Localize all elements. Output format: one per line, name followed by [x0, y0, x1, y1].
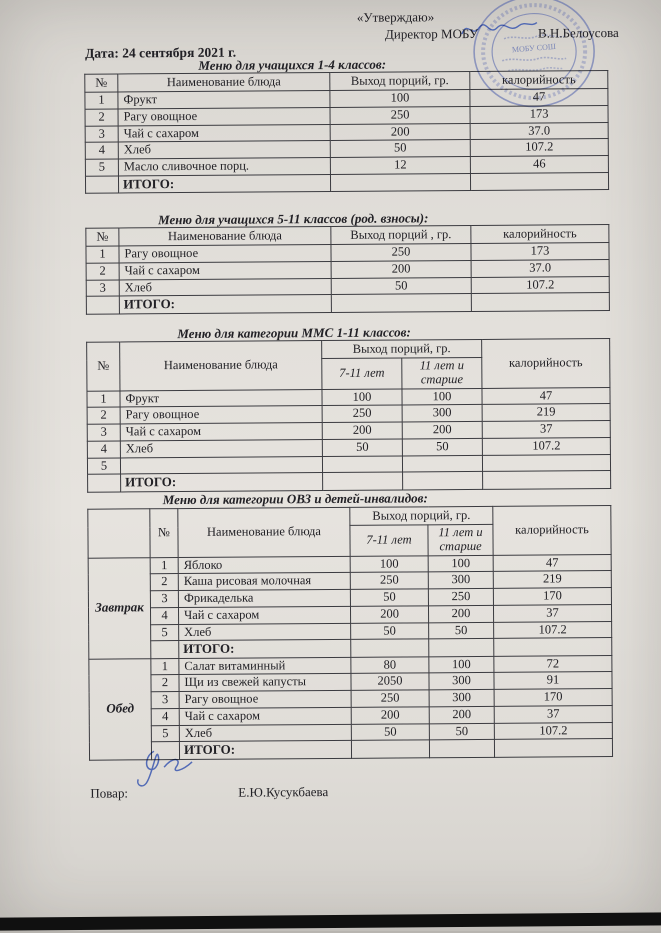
cell-num: 1 — [150, 557, 178, 574]
cell-empty — [470, 172, 608, 190]
cell-dish: Хлеб — [179, 724, 351, 742]
menu-table-mms — [86, 338, 611, 492]
cell-portion: 50 — [331, 277, 471, 295]
cell-portion-1: 250 — [322, 405, 402, 422]
cell-empty — [86, 296, 119, 314]
cell-num: 1 — [151, 658, 179, 675]
cell-portion-2: 300 — [402, 405, 482, 422]
cell-cal: 47 — [482, 387, 610, 405]
col-header-dish: Наименование блюда — [120, 341, 322, 391]
cell-dish: Щи из свежей капусты — [179, 674, 351, 692]
cell-num: 3 — [87, 424, 120, 441]
cell-num: 4 — [151, 708, 179, 725]
cell-num: 4 — [87, 441, 120, 458]
col-header-cal: калорийность — [471, 225, 609, 244]
cell-empty — [351, 639, 429, 657]
cell-empty — [331, 294, 471, 312]
cell-portion-2: 200 — [402, 421, 482, 438]
cell-total-label: ИТОГО: — [118, 174, 330, 193]
cook-name: Е.Ю.Кусукбаева — [238, 784, 329, 800]
cell-cal: 47 — [493, 554, 611, 572]
col-header-cal: калорийность — [470, 71, 608, 90]
cell-num: 2 — [86, 263, 119, 280]
cell-cal — [482, 454, 610, 472]
cell-num: 5 — [151, 725, 179, 742]
cell-portion: 250 — [330, 106, 470, 124]
cell-cal: 107.2 — [494, 722, 612, 740]
menu-title-mms: Меню для категории ММС 1-11 классов: — [177, 324, 411, 342]
col-header-dish: Наименование блюда — [118, 72, 330, 91]
cell-portion-1: 200 — [351, 707, 429, 724]
stamp-center-text: МОБУ СОШ — [511, 41, 557, 55]
col-header-age1: 7-11 лет — [350, 525, 428, 556]
cell-cal: 37.0 — [470, 122, 608, 140]
cell-dish: Рагу овощное — [120, 406, 322, 424]
menu-title-grades-5-11: Меню для учащихся 5-11 классов (род. взносы): — [158, 210, 429, 228]
cell-portion-1: 200 — [350, 606, 428, 623]
cell-dish: Фрукт — [120, 389, 322, 407]
cell-portion-1: 80 — [351, 656, 429, 673]
cell-dish — [120, 456, 322, 474]
approve-label: «Утверждаю» — [356, 9, 435, 25]
cell-portion-2: 300 — [429, 689, 494, 706]
cell-cal: 37.0 — [471, 259, 609, 277]
cell-portion-2: 100 — [402, 388, 482, 405]
cell-dish: Рагу овощное — [119, 244, 331, 262]
col-header-num: № — [150, 509, 178, 558]
cell-empty — [429, 639, 494, 657]
cell-portion-1: 2050 — [351, 673, 429, 690]
stamp-text-line — [502, 57, 566, 60]
cell-cal: 173 — [470, 105, 608, 123]
cell-cal: 72 — [494, 655, 612, 673]
cell-empty — [494, 638, 612, 656]
cell-empty — [403, 472, 483, 490]
col-header-portion: Выход порций, гр. — [330, 72, 470, 91]
cell-portion-1: 250 — [350, 572, 428, 589]
cell-dish: Хлеб — [179, 623, 351, 641]
cell-cal: 107.2 — [482, 437, 610, 455]
cell-portion-2 — [402, 455, 482, 472]
cell-dish: Рагу овощное — [179, 690, 351, 708]
cell-num: 3 — [86, 279, 119, 296]
col-header-portion: Выход порций, гр. — [322, 339, 482, 358]
cell-empty — [471, 293, 609, 311]
cell-empty — [151, 641, 179, 658]
cell-portion-1: 250 — [351, 690, 429, 707]
menu-table-ovz — [87, 505, 613, 760]
stamp-text-line — [508, 68, 562, 71]
cell-portion: 12 — [330, 157, 470, 175]
col-header-cal: калорийность — [482, 339, 610, 388]
col-header-dish: Наименование блюда — [119, 226, 331, 245]
cell-empty — [351, 740, 429, 758]
cell-cal: 37 — [494, 705, 612, 723]
cell-portion-2: 100 — [428, 555, 493, 572]
cell-dish: Чай с сахаром — [120, 423, 322, 441]
cell-num: 5 — [151, 624, 179, 641]
cell-portion: 100 — [330, 90, 470, 108]
cell-portion-2: 300 — [429, 673, 494, 690]
cell-num: 1 — [85, 92, 118, 109]
meal-group-breakfast: Завтрак — [88, 557, 151, 658]
menu-title-grades-1-4: Меню для учащихся 1-4 классов: — [198, 56, 387, 73]
cell-num: 5 — [87, 457, 120, 474]
cell-num: 2 — [151, 675, 179, 692]
stamp-text-line — [504, 35, 564, 39]
col-header-age2: 11 лет и старше — [402, 357, 482, 388]
cell-cal: 107.2 — [470, 139, 608, 157]
official-stamp — [452, 0, 618, 120]
cell-total-label: ИТОГО: — [179, 741, 351, 759]
cell-num: 3 — [85, 125, 118, 142]
cell-portion-1: 50 — [351, 723, 429, 740]
cell-portion-1: 100 — [350, 555, 428, 572]
cell-dish: Яблоко — [178, 556, 350, 574]
cell-portion-2: 50 — [402, 438, 482, 455]
cell-empty — [88, 474, 121, 492]
cell-num: 1 — [86, 246, 119, 263]
cell-dish: Хлеб — [120, 439, 322, 457]
cell-portion: 50 — [330, 140, 470, 158]
cell-num: 3 — [150, 591, 178, 608]
cell-cal: 170 — [494, 689, 612, 707]
cell-portion-2: 200 — [429, 706, 494, 723]
cell-cal: 37 — [482, 421, 610, 439]
cell-num: 5 — [85, 159, 118, 176]
cell-empty — [323, 472, 403, 490]
menu-table-grades-5-11 — [85, 224, 610, 314]
cell-portion-1: 50 — [351, 622, 429, 639]
col-header-dish: Наименование блюда — [178, 507, 350, 557]
cell-dish: Фрукт — [118, 90, 330, 108]
cell-portion-2: 50 — [429, 723, 494, 740]
col-header-portion: Выход порций , гр. — [331, 226, 471, 245]
cell-portion: 200 — [330, 123, 470, 141]
cell-dish: Чай с сахаром — [118, 124, 330, 142]
cell-dish: Каша рисовая молочная — [178, 573, 350, 591]
total-row — [88, 471, 611, 492]
cell-empty — [494, 739, 612, 757]
meal-group-lunch: Обед — [89, 658, 152, 759]
total-row — [85, 172, 608, 193]
cell-dish: Чай с сахаром — [179, 707, 351, 725]
cell-portion-1: 50 — [350, 589, 428, 606]
cell-dish: Хлеб — [118, 141, 330, 159]
cook-signature — [124, 745, 224, 788]
table-header-row — [87, 339, 610, 361]
cell-portion-1: 50 — [322, 439, 402, 456]
cell-num: 2 — [150, 574, 178, 591]
cell-total-label: ИТОГО: — [121, 473, 323, 492]
col-header-age2: 11 лет и старше — [428, 524, 493, 555]
col-header-num: № — [85, 74, 118, 92]
cell-cal: 91 — [494, 672, 612, 690]
cook-label: Повар: — [90, 785, 129, 801]
menu-title-ovz: Меню для категории ОВЗ и детей-инвалидов: — [162, 490, 428, 508]
cell-cal: 219 — [482, 404, 610, 422]
cell-num: 2 — [87, 407, 120, 424]
cell-num: 4 — [150, 607, 178, 624]
cell-cal: 219 — [493, 571, 611, 589]
cell-portion: 200 — [331, 260, 471, 278]
director-name: В.Н.Белоусова — [537, 24, 619, 41]
col-header-num: № — [86, 228, 119, 246]
cell-dish: Чай с сахаром — [119, 261, 331, 279]
cell-empty — [429, 740, 494, 758]
cell-portion-2: 100 — [429, 656, 494, 673]
cell-dish: Фрикаделька — [178, 589, 350, 607]
cell-num: 3 — [151, 692, 179, 709]
cell-portion-2: 300 — [428, 572, 493, 589]
cell-total-label: ИТОГО: — [179, 640, 351, 658]
cell-dish: Масло сливочное порц. — [118, 157, 330, 175]
cell-portion-2: 50 — [429, 622, 494, 639]
cell-num: 1 — [87, 390, 120, 407]
cell-cal: 46 — [470, 156, 608, 174]
cell-dish: Рагу овощное — [118, 107, 330, 125]
cell-portion-1: 200 — [322, 422, 402, 439]
cell-num: 4 — [85, 142, 118, 159]
cell-empty — [330, 173, 470, 191]
cell-cal: 37 — [493, 604, 611, 622]
col-header-portion: Выход порций, гр. — [350, 506, 493, 525]
col-header-age1: 7-11 лет — [322, 358, 402, 389]
cell-portion-2: 200 — [428, 605, 493, 622]
col-header-num: № — [87, 342, 120, 391]
cell-portion-2: 250 — [428, 588, 493, 605]
cell-dish: Салат витаминный — [179, 657, 351, 675]
cell-portion-1: 100 — [322, 388, 402, 405]
cell-cal: 173 — [471, 243, 609, 261]
cell-cal: 47 — [470, 89, 608, 107]
cell-total-label: ИТОГО: — [119, 295, 331, 314]
cell-empty — [483, 471, 611, 489]
date-line: Дата: 24 сентября 2021 г. — [85, 44, 237, 61]
cell-portion-1 — [322, 455, 402, 472]
table-header-row — [88, 506, 611, 528]
cell-num: 2 — [85, 109, 118, 126]
total-row — [86, 293, 609, 314]
cell-portion: 250 — [331, 244, 471, 262]
cell-cal: 170 — [493, 588, 611, 606]
cell-cal: 107.2 — [494, 621, 612, 639]
cell-empty — [85, 176, 118, 194]
col-header-meal-empty — [88, 509, 150, 558]
cell-dish: Чай с сахаром — [178, 606, 350, 624]
cell-cal: 107.2 — [471, 276, 609, 294]
col-header-cal: калорийность — [493, 506, 611, 555]
director-label: Директор МОБУ — [384, 25, 479, 42]
cell-dish: Хлеб — [119, 278, 331, 296]
